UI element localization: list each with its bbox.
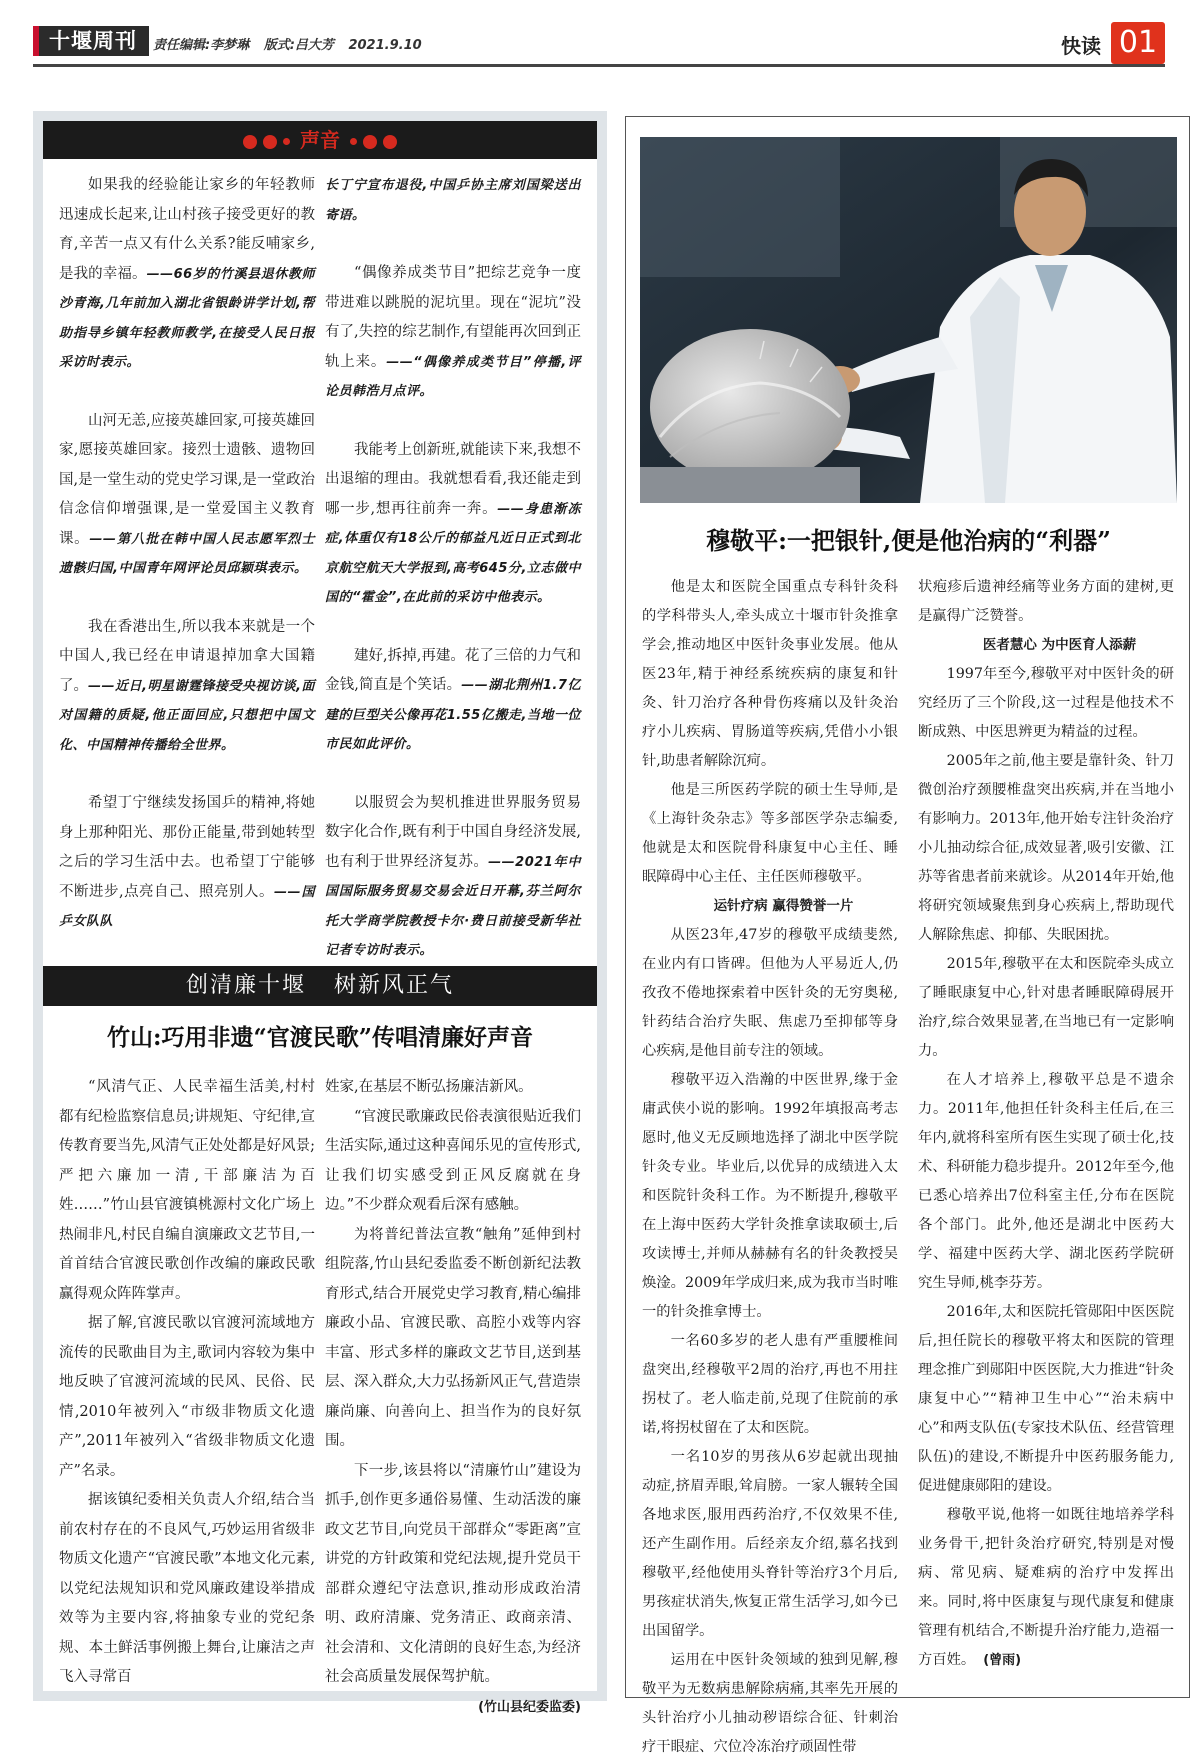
article-b-paragraph: 他是三所医药学院的硕士生导师,是《上海针灸杂志》等多部医学杂志编委,他就是太和医院骨科康复中心主任、睡眠障碍中心主任、主任医师穆敬平。 [642,782,898,885]
dot-icon [243,135,257,149]
article-a-column-1 [59,1073,315,1693]
article-b-subhead: 运针疗病 赢得赞誉一片 [713,898,854,914]
page-number: 01 [1111,22,1165,64]
article-a-paragraph: 姓家,在基层不断弘扬廉洁新风。 [325,1079,533,1095]
voice-item [325,642,581,760]
voice-item [325,436,581,613]
article-b-paragraph: 从医23年,47岁的穆敬平成绩斐然,在业内有口皆碑。但他为人平易近人,仍孜孜不倦地探索着中医针灸的无穷奥秘,针药结合治疗失眠、焦虑乃至抑郁等身心疾病,是他目前专注的领域。 [642,927,898,1059]
voice-item [325,789,581,966]
article-b-signature: (曾雨) [983,1653,1022,1668]
voice-source: ——身患渐冻症,体重仅有18公斤的郁益凡近日正式到北京航空航天大学报到,高考645分,立志做中国的“霍金”,在此前的采访中他表示。 [325,501,581,605]
voice-source: ——国乒女队队 [59,884,315,929]
doctor-photo [640,137,1177,503]
voices-title-bar [43,121,597,159]
article-a-signature: (竹山县纪委监委) [478,1699,581,1715]
dot-icon [263,135,277,149]
voice-quote: 山河无恙,应接英雄回家,可接英雄回家,愿接英雄回家。接烈士遗骸、遗物回国,是一堂生动的党史学习课,是一堂政治信念信仰增强课,是一堂爱国主义教育课。 [59,412,315,547]
voice-quote: 以服贸会为契机推进世界服务贸易数字化合作,既有利于中国自身经济发展,也有利于世界经济复苏。 [325,794,581,870]
article-b-subhead: 医者慧心 为中医育人添薪 [982,637,1137,653]
campaign-banner [43,966,597,1006]
article-b-paragraph: 1997年至今,穆敬平对中医针灸的研究经历了三个阶段,这一过程是他技术不断成熟、中医思辨更为精益的过程。 [918,666,1174,740]
voice-item [59,789,315,937]
article-a-column-2 [325,1073,581,1722]
article-b-paragraph-text: 穆敬平说,他将一如既往地培养学科业务骨干,把针灸治疗研究,特别是对慢病、常见病、疑难病的治疗中发挥出来。同时,将中医康复与现代康复和健康管理有机结合,不断提升治疗能力,造福一方百姓。 [918,1507,1174,1668]
campaign-left: 创清廉十堰 [185,973,306,998]
article-b-paragraph: 一名60多岁的老人患有严重腰椎间盘突出,经穆敬平2周的治疗,再也不用拄拐杖了。老人临走前,兑现了住院前的承诺,将拐杖留在了太和医院。 [642,1333,898,1436]
voices-column-2 [325,171,581,995]
voice-source: 长丁宁宣布退役,中国乒协主席刘国梁送出寄语。 [325,178,581,223]
article-a-paragraph: 为将普纪普法宣教“触角”延伸到村组院落,竹山县纪委监委不断创新纪法教育形式,结合开展党史学习教育,精心编排廉政小品、官渡民歌、高腔小戏等内容丰富、形式多样的廉政文艺节目,送到基层、深入群众,大力弘扬新风正气,营造崇廉尚廉、向善向上、担当作为的良好氛围。 [325,1226,581,1449]
voice-quote: 我在香港出生,所以我本来就是一个中国人,我已经在申请退掉加拿大国籍了。 [59,618,315,694]
voice-quote: 建好,拆掉,再建。花了三倍的力气和金钱,简直是个笑话。 [325,647,581,693]
article-b-paragraph: 2015年,穆敬平在太和医院牵头成立了睡眠康复中心,针对患者睡眠障碍展开治疗,综合效果显著,在当地已有一定影响力。 [918,956,1174,1059]
dot-icon [283,138,290,145]
article-b-column-2 [918,573,1174,1675]
voice-item [325,171,581,230]
voice-source: ——66岁的竹溪县退休教师沙青海,几年前加入湖北省银龄讲学计划,帮助指导乡镇年轻教师教学,在接受人民日报采访时表示。 [59,266,315,370]
article-b-paragraph: 穆敬平迈入浩瀚的中医世界,缘于金庸武侠小说的影响。1992年填报高考志愿时,他义无反顾地选择了湖北中医学院针灸专业。毕业后,以优异的成绩进入太和医院针灸科工作。为不断提升,穆敬平在上海中医药大学针灸推拿读取硕士,后攻读博士,并师从赫赫有名的针灸教授吴焕淦。2009年学成归来,成为我市当时唯一的针灸推拿博士。 [642,1072,898,1320]
voice-item [325,259,581,407]
article-a-title: 竹山:巧用非遗“官渡民歌”传唱清廉好声音 [107,1024,533,1051]
voice-item [59,171,315,378]
article-b-paragraph: 他是太和医院全国重点专科针灸科的学科带头人,牵头成立十堰市针灸推拿学会,推动地区中医针灸事业发展。他从医23年,精于神经系统疾病的康复和针灸、针刀治疗各种骨伤疼痛以及针灸治疗小儿疾病、胃肠道等疾病,凭借小小银针,助患者解除沉疴。 [642,579,898,769]
campaign-right: 树新风正气 [334,973,455,998]
voice-source: ——2021年中国国际服务贸易交易会近日开幕,芬兰阿尔托大学商学院教授卡尔·费日前接受新华社记者专访时表示。 [325,854,582,958]
voice-quote: “偶像养成类节目”把综艺竞争一度带进难以跳脱的泥坑里。现在“泥坑”没有了,失控的综艺制作,有望能再次回到正轨上来。 [325,265,581,370]
page-header [33,22,1165,68]
editor-credit: 责任编辑:李梦琳 [153,38,250,53]
dot-icon [363,135,377,149]
credits-line [153,34,432,53]
voice-source: ——第八批在韩中国人民志愿军烈士遗骸归国,中国青年网评论员邱颖琪表示。 [59,531,315,576]
article-a-paragraph: 据该镇纪委相关负责人介绍,结合当前农村存在的不良风气,巧妙运用省级非物质文化遗产“官渡民歌”本地文化元素,以党纪法规知识和党风廉政建设举措成效等为主要内容,将抽象专业的党纪条规、本土鲜活事例搬上舞台,让廉洁之声飞入寻常百 [59,1492,315,1685]
header-rule [33,64,1165,67]
article-b-paragraph: 状疱疹后遗神经痛等业务方面的建树,更是赢得广泛赞誉。 [918,579,1174,624]
section-label: 快读 [1061,34,1101,58]
dot-icon [350,138,357,145]
article-a-paragraph: “官渡民歌廉政民俗表演很贴近我们生活实际,通过这种喜闻乐见的宣传形式,让我们切实感受到正风反腐就在身边。”不少群众观看后深有感触。 [325,1108,581,1213]
issue-date: 2021.9.10 [348,38,422,53]
article-b-paragraph: 一名10岁的男孩从6岁起就出现抽动症,挤眉弄眼,耸肩膀。一家人辗转全国各地求医,服用西药治疗,不仅效果不佳,还产生副作用。后经亲友介绍,慕名找到穆敬平,经他使用头脊针等治疗3个月后,男孩症状消失,恢复正常生活学习,如今已出国留学。 [642,1449,898,1639]
article-b-paragraph: 在人才培养上,穆敬平总是不遗余力。2011年,他担任针灸科主任后,在三年内,就将科室所有医生实现了硕士化,技术、科研能力稳步提升。2012年至今,他已悉心培养出7位科室主任,分布在医院各个部门。此外,他还是湖北中医药大学、福建中医药大学、湖北医药学院研究生导师,桃李芬芳。 [918,1072,1174,1291]
article-b-paragraph [918,1501,1174,1675]
voice-source: ——“偶像养成类节目”停播,评论员韩浩月点评。 [325,354,581,399]
voice-quote: 希望丁宁继续发扬国乒的精神,将她身上那种阳光、那份正能量,带到她转型之后的学习生活中去。也希望丁宁能够不断进步,点亮自己、照亮别人。 [59,795,315,900]
voice-item [59,613,315,761]
article-b-paragraph: 2016年,太和医院托管郧阳中医医院后,担任院长的穆敬平将太和医院的管理理念推广到郧阳中医医院,大力推进“针灸康复中心”“精神卫生中心”“治未病中心”和两支队伍(专家技术队伍、经营管理队伍)的建设,不断提升中医药服务能力,促进健康郧阳的建设。 [918,1304,1174,1494]
article-b-column-1 [642,573,898,1762]
article-b-title: 穆敬平:一把银针,便是他治病的“利器” [706,526,1111,555]
voice-quote: 我能考上创新班,就能读下来,我想不出退缩的理由。我就想看看,我还能走到哪一步,想再往前奔一奔。 [325,441,581,517]
voices-title: 声音 [300,128,340,152]
layout-credit: 版式:吕大芳 [263,38,334,53]
article-a-paragraph: “风清气正、人民幸福生活美,村村都有纪检监察信息员;讲规矩、守纪律,宣传教育要当先,风清气正处处都是好风景;严把六廉加一清,干部廉洁为百姓……”竹山县官渡镇桃源村文化广场上热闹非凡,村民自编自演廉政文艺节目,一首首结合官渡民歌创作改编的廉政民歌赢得观众阵阵掌声。 [59,1079,315,1302]
left-panel [33,111,607,1715]
article-a-paragraph: 据了解,官渡民歌以官渡河流域地方流传的民歌曲目为主,歌词内容较为集中地反映了官渡河流域的民风、民俗、民情,2010年被列入“市级非物质文化遗产”,2011年被列入“省级非物质文化遗产”名录。 [59,1315,315,1479]
right-panel [625,116,1190,1755]
left-panel-inner [43,121,597,1715]
article-a-paragraph: 下一步,该县将以“清廉竹山”建设为抓手,创作更多通俗易懂、生动活泼的廉政文艺节目,向党员干部群众“零距离”宣讲党的方针政策和党纪法规,提升党员干部群众遵纪守法意识,推动形成政治清明、政府清廉、党务清正、政商亲清、社会清和、文化清朗的良好生态,为经济社会高质量发展保驾护航。 [325,1462,581,1685]
dot-icon [383,135,397,149]
article-b-paragraph: 运用在中医针灸领域的独到见解,穆敬平为无数病患解除病痛,其率先开展的头针治疗小儿抽动秽语综合征、针刺治疗干眼症、穴位冷冻治疗顽固性带 [642,1652,898,1755]
masthead: 十堰周刊 [33,26,149,56]
voice-quote: 如果我的经验能让家乡的年轻教师迅速成长起来,让山村孩子接受更好的教育,辛苦一点又有什么关系?能反哺家乡,是我的幸福。 [59,177,315,282]
voices-column-1 [59,171,315,966]
article-b-paragraph: 2005年之前,他主要是靠针灸、针刀微创治疗颈腰椎盘突出疾病,并在当地小有影响力。2013年,他开始专注针灸治疗小儿抽动综合征,成效显著,吸引安徽、江苏等省患者前来就诊。从2014年开始,他将研究领域聚焦到身心疾病上,帮助现代人解除焦虑、抑郁、失眠困扰。 [918,753,1174,943]
voice-source: ——近日,明星谢霆锋接受央视访谈,面对国籍的质疑,他正面回应,只想把中国文化、中国精神传播给全世界。 [59,678,315,753]
voice-source: ——湖北荆州1.7亿建的巨型关公像再花1.55亿搬走,当地一位市民如此评价。 [325,678,582,752]
voice-item [59,407,315,584]
